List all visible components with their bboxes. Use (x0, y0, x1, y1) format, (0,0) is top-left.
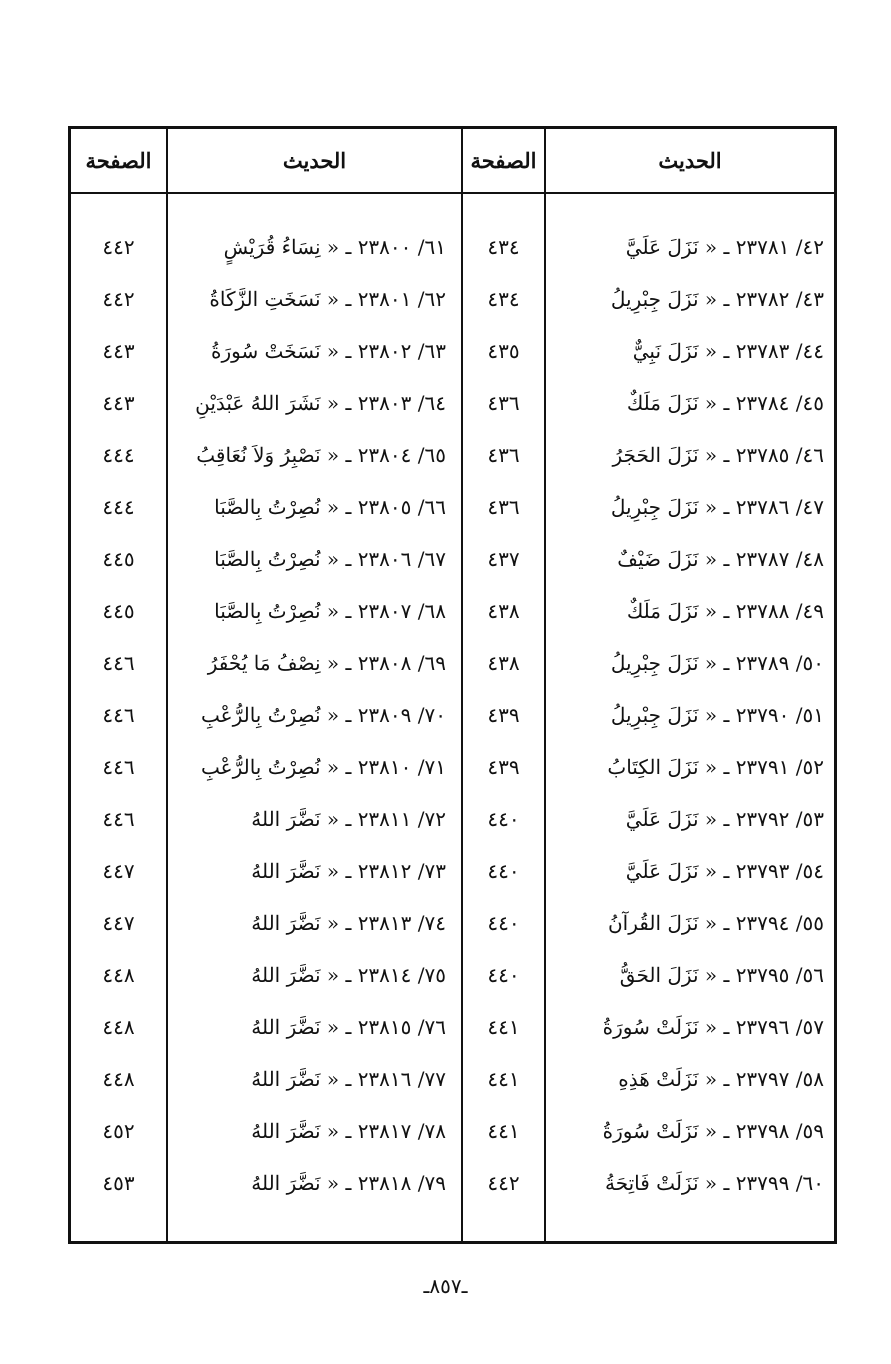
left-page-number: ٤٤٤ (102, 495, 135, 519)
table-body (71, 221, 834, 1209)
left-hadith-entry: ٦٨/ ٢٣٨٠٧ ـ « نُصِرْتُ بِالصَّبَا (214, 599, 446, 623)
right-hadith-entry: ٤٧/ ٢٣٧٨٦ ـ « نَزَلَ جِبْرِيلُ (610, 495, 824, 519)
right-page-number: ٤٤٠ (487, 859, 520, 883)
header-page-right: الصفحة (470, 148, 537, 173)
right-hadith-entry: ٥٤/ ٢٣٧٩٣ ـ « نَزَلَ عَلَيَّ (625, 859, 824, 883)
left-hadith-entry: ٧٧/ ٢٣٨١٦ ـ « نَضَّرَ اللهُ (251, 1067, 446, 1091)
right-hadith-entry: ٥٨/ ٢٣٧٩٧ ـ « نَزَلَتْ هَذِهِ (618, 1067, 824, 1091)
table-row (71, 533, 834, 585)
header-hadith-left: الحديث (282, 148, 347, 173)
header-page-left: الصفحة (85, 148, 152, 173)
left-page-number: ٤٤٤ (102, 443, 135, 467)
table-row (71, 585, 834, 637)
index-table (68, 126, 837, 1244)
right-page-number: ٤٣٧ (487, 547, 520, 571)
left-hadith-entry: ٧٢/ ٢٣٨١١ ـ « نَضَّرَ اللهُ (251, 807, 446, 831)
left-hadith-entry: ٦١/ ٢٣٨٠٠ ـ « نِسَاءُ قُرَيْشٍ (223, 235, 446, 259)
left-hadith-entry: ٧٨/ ٢٣٨١٧ ـ « نَضَّرَ اللهُ (251, 1119, 446, 1143)
left-page-number: ٤٤٢ (102, 287, 135, 311)
table-row (71, 1157, 834, 1209)
right-page-number: ٤٣٩ (487, 755, 520, 779)
right-hadith-entry: ٦٠/ ٢٣٧٩٩ ـ « نَزَلَتْ فَاتِحَةُ (604, 1171, 824, 1195)
left-hadith-entry: ٧٠/ ٢٣٨٠٩ ـ « نُصِرْتُ بِالرُّعْبِ (201, 703, 446, 727)
table-row (71, 221, 834, 273)
right-page-number: ٤٣٦ (487, 443, 520, 467)
left-hadith-entry: ٦٤/ ٢٣٨٠٣ ـ « نَشَرَ اللهُ عَبْدَيْنِ (195, 391, 446, 415)
right-page-number: ٤٤١ (487, 1119, 520, 1143)
right-page-number: ٤٤٠ (487, 963, 520, 987)
right-page-number: ٤٣٤ (487, 287, 520, 311)
right-page-number: ٤٣٨ (487, 651, 520, 675)
left-page-number: ٤٤٧ (102, 911, 135, 935)
left-hadith-entry: ٧٣/ ٢٣٨١٢ ـ « نَضَّرَ اللهُ (251, 859, 446, 883)
table-row (71, 637, 834, 689)
right-page-number: ٤٤٢ (487, 1171, 520, 1195)
right-hadith-entry: ٤٣/ ٢٣٧٨٢ ـ « نَزَلَ جِبْرِيلُ (610, 287, 824, 311)
left-hadith-entry: ٦٦/ ٢٣٨٠٥ ـ « نُصِرْتُ بِالصَّبَا (214, 495, 446, 519)
table-row (71, 1001, 834, 1053)
table-row (71, 689, 834, 741)
table-row (71, 273, 834, 325)
right-hadith-entry: ٤٩/ ٢٣٧٨٨ ـ « نَزَلَ مَلَكٌ (626, 599, 824, 623)
table-row (71, 845, 834, 897)
table-row (71, 429, 834, 481)
table-row (71, 481, 834, 533)
right-hadith-entry: ٥٠/ ٢٣٧٨٩ ـ « نَزَلَ جِبْرِيلُ (610, 651, 824, 675)
header-hadith-right: الحديث (658, 148, 722, 173)
left-hadith-entry: ٦٩/ ٢٣٨٠٨ ـ « نِصْفُ مَا يُحْفَرُ (207, 651, 446, 675)
right-hadith-entry: ٥٥/ ٢٣٧٩٤ ـ « نَزَلَ القُرآنُ (607, 911, 824, 935)
right-page-number: ٤٣٥ (487, 339, 520, 363)
left-hadith-entry: ٦٣/ ٢٣٨٠٢ ـ « نَسَخَتْ سُورَةُ (210, 339, 446, 363)
right-page-number: ٤٣٨ (487, 599, 520, 623)
table-row (71, 1105, 834, 1157)
left-hadith-entry: ٧٤/ ٢٣٨١٣ ـ « نَضَّرَ اللهُ (251, 911, 446, 935)
left-hadith-entry: ٧٦/ ٢٣٨١٥ ـ « نَضَّرَ اللهُ (251, 1015, 446, 1039)
right-page-number: ٤٣٤ (487, 235, 520, 259)
left-page-number: ٤٤٦ (102, 651, 135, 675)
left-page-number: ٤٥٣ (102, 1171, 135, 1195)
right-hadith-entry: ٥٩/ ٢٣٧٩٨ ـ « نَزَلَتْ سُورَةُ (602, 1119, 824, 1143)
right-hadith-entry: ٤٤/ ٢٣٧٨٣ ـ « نَزَلَ نَبِيٌّ (632, 339, 824, 363)
right-page-number: ٤٤٠ (487, 911, 520, 935)
left-page-number: ٤٤٦ (102, 703, 135, 727)
table-row (71, 793, 834, 845)
left-hadith-entry: ٦٥/ ٢٣٨٠٤ ـ « نَصْبِرُ وَلاَ نُعَاقِبُ (196, 443, 446, 467)
left-page-number: ٤٤٦ (102, 807, 135, 831)
right-page-number: ٤٤٠ (487, 807, 520, 831)
right-hadith-entry: ٥١/ ٢٣٧٩٠ ـ « نَزَلَ جِبْرِيلُ (610, 703, 824, 727)
right-page-number: ٤٤١ (487, 1067, 520, 1091)
left-page-number: ٤٤٦ (102, 755, 135, 779)
left-hadith-entry: ٦٧/ ٢٣٨٠٦ ـ « نُصِرْتُ بِالصَّبَا (214, 547, 446, 571)
right-page-number: ٤٣٦ (487, 495, 520, 519)
table-row (71, 741, 834, 793)
left-page-number: ٤٤٣ (102, 391, 135, 415)
left-hadith-entry: ٦٢/ ٢٣٨٠١ ـ « نَسَخَتِ الزَّكَاةُ (209, 287, 446, 311)
table-row (71, 949, 834, 1001)
right-page-number: ٤٣٦ (487, 391, 520, 415)
right-hadith-entry: ٤٢/ ٢٣٧٨١ ـ « نَزَلَ عَلَيَّ (625, 235, 824, 259)
left-hadith-entry: ٧٩/ ٢٣٨١٨ ـ « نَضَّرَ اللهُ (251, 1171, 446, 1195)
right-hadith-entry: ٥٦/ ٢٣٧٩٥ ـ « نَزَلَ الحَقُّ (619, 963, 824, 987)
right-page-number: ٤٣٩ (487, 703, 520, 727)
table-row (71, 325, 834, 377)
right-hadith-entry: ٤٥/ ٢٣٧٨٤ ـ « نَزَلَ مَلَكٌ (626, 391, 824, 415)
table-row (71, 1053, 834, 1105)
left-page-number: ٤٤٨ (102, 1015, 135, 1039)
left-hadith-entry: ٧٥/ ٢٣٨١٤ ـ « نَضَّرَ اللهُ (251, 963, 446, 987)
left-page-number: ٤٤٨ (102, 1067, 135, 1091)
right-hadith-entry: ٥٣/ ٢٣٧٩٢ ـ « نَزَلَ عَلَيَّ (625, 807, 824, 831)
table-row (71, 377, 834, 429)
left-page-number: ٤٤٨ (102, 963, 135, 987)
page-number: ـ٨٥٧ـ (423, 1274, 468, 1298)
left-page-number: ٤٤٧ (102, 859, 135, 883)
right-page-number: ٤٤١ (487, 1015, 520, 1039)
right-hadith-entry: ٤٨/ ٢٣٧٨٧ ـ « نَزَلَ ضَيْفٌ (617, 547, 824, 571)
left-hadith-entry: ٧١/ ٢٣٨١٠ ـ « نُصِرْتُ بِالرُّعْبِ (201, 755, 446, 779)
right-hadith-entry: ٥٢/ ٢٣٧٩١ ـ « نَزَلَ الكِتَابُ (607, 755, 824, 779)
left-page-number: ٤٥٢ (102, 1119, 135, 1143)
left-page-number: ٤٤٥ (102, 599, 135, 623)
left-page-number: ٤٤٣ (102, 339, 135, 363)
right-hadith-entry: ٥٧/ ٢٣٧٩٦ ـ « نَزَلَتْ سُورَةُ (602, 1015, 824, 1039)
right-hadith-entry: ٤٦/ ٢٣٧٨٥ ـ « نَزَلَ الحَجَرُ (612, 443, 824, 467)
left-page-number: ٤٤٢ (102, 235, 135, 259)
left-page-number: ٤٤٥ (102, 547, 135, 571)
table-row (71, 897, 834, 949)
header-divider (71, 192, 834, 194)
